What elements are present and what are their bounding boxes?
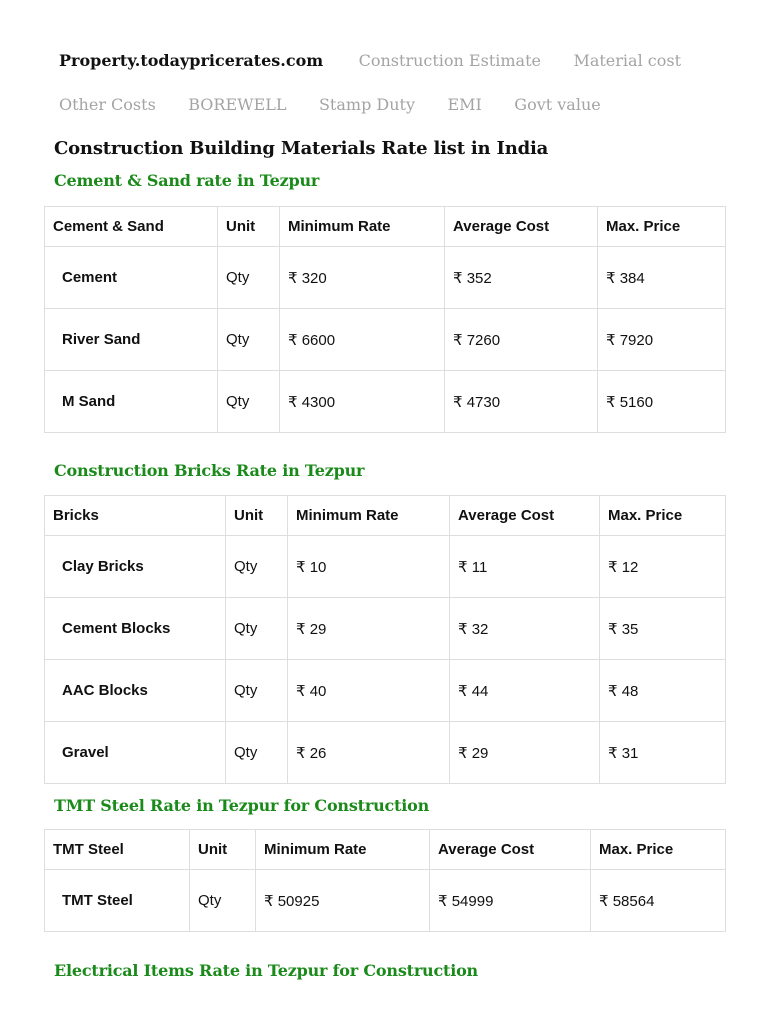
average-cost-cell: ₹ 7260 (445, 309, 598, 371)
minimum-rate-cell: ₹ 320 (280, 247, 445, 309)
unit-cell: Qty (218, 371, 280, 433)
max-price-cell: ₹ 7920 (598, 309, 726, 371)
cement-sand-rate-table (44, 206, 726, 433)
material-name: Cement (45, 247, 218, 309)
average-cost-cell: ₹ 44 (450, 660, 600, 722)
table-row (45, 247, 726, 309)
table-header-row (45, 496, 726, 536)
nav-link-borewell[interactable]: BOREWELL (188, 95, 287, 114)
table-row (45, 660, 726, 722)
table-row (45, 371, 726, 433)
section-heading-electrical-items: Electrical Items Rate in Tezpur for Construction (54, 961, 478, 980)
max-price-cell: ₹ 58564 (591, 870, 726, 932)
material-name: M Sand (45, 371, 218, 433)
column-header-average-cost: Average Cost (450, 496, 600, 536)
column-header-unit: Unit (226, 496, 288, 536)
max-price-cell: ₹ 31 (600, 722, 726, 784)
column-header-max-price: Max. Price (600, 496, 726, 536)
material-name: Cement Blocks (45, 598, 226, 660)
nav-link-emi[interactable]: EMI (447, 95, 482, 114)
nav-row-primary (59, 51, 709, 71)
material-name: Gravel (45, 722, 226, 784)
section-heading-bricks: Construction Bricks Rate in Tezpur (54, 461, 365, 480)
unit-cell: Qty (190, 870, 256, 932)
unit-cell: Qty (226, 722, 288, 784)
table-header-row (45, 207, 726, 247)
minimum-rate-cell: ₹ 4300 (280, 371, 445, 433)
table-row (45, 536, 726, 598)
unit-cell: Qty (226, 536, 288, 598)
material-name: Clay Bricks (45, 536, 226, 598)
column-header-material: TMT Steel (45, 830, 190, 870)
table-row (45, 870, 726, 932)
max-price-cell: ₹ 35 (600, 598, 726, 660)
column-header-minimum-rate: Minimum Rate (256, 830, 430, 870)
table-row (45, 309, 726, 371)
minimum-rate-cell: ₹ 26 (288, 722, 450, 784)
average-cost-cell: ₹ 11 (450, 536, 600, 598)
average-cost-cell: ₹ 352 (445, 247, 598, 309)
minimum-rate-cell: ₹ 10 (288, 536, 450, 598)
page-title: Construction Building Materials Rate list in India (54, 138, 549, 159)
table-header-row (45, 830, 726, 870)
column-header-unit: Unit (218, 207, 280, 247)
nav-link-stamp-duty[interactable]: Stamp Duty (318, 95, 415, 114)
minimum-rate-cell: ₹ 50925 (256, 870, 430, 932)
nav-link-other-costs[interactable]: Other Costs (59, 95, 156, 114)
tmt-steel-rate-table (44, 829, 726, 932)
section-heading-cement-sand: Cement & Sand rate in Tezpur (54, 171, 320, 190)
top-navigation (0, 0, 768, 130)
max-price-cell: ₹ 5160 (598, 371, 726, 433)
column-header-max-price: Max. Price (591, 830, 726, 870)
material-name: AAC Blocks (45, 660, 226, 722)
minimum-rate-cell: ₹ 40 (288, 660, 450, 722)
section-heading-tmt-steel: TMT Steel Rate in Tezpur for Construction (54, 796, 430, 815)
material-name: River Sand (45, 309, 218, 371)
nav-link-construction-estimate[interactable]: Construction Estimate (358, 51, 541, 70)
unit-cell: Qty (226, 598, 288, 660)
unit-cell: Qty (226, 660, 288, 722)
nav-link-govt-value[interactable]: Govt value (514, 95, 601, 114)
max-price-cell: ₹ 12 (600, 536, 726, 598)
max-price-cell: ₹ 48 (600, 660, 726, 722)
unit-cell: Qty (218, 309, 280, 371)
column-header-average-cost: Average Cost (430, 830, 591, 870)
column-header-max-price: Max. Price (598, 207, 726, 247)
column-header-material: Cement & Sand (45, 207, 218, 247)
max-price-cell: ₹ 384 (598, 247, 726, 309)
column-header-average-cost: Average Cost (445, 207, 598, 247)
average-cost-cell: ₹ 32 (450, 598, 600, 660)
column-header-material: Bricks (45, 496, 226, 536)
average-cost-cell: ₹ 54999 (430, 870, 591, 932)
material-name: TMT Steel (45, 870, 190, 932)
nav-row-secondary (59, 95, 629, 115)
minimum-rate-cell: ₹ 6600 (280, 309, 445, 371)
column-header-minimum-rate: Minimum Rate (280, 207, 445, 247)
average-cost-cell: ₹ 4730 (445, 371, 598, 433)
bricks-rate-table (44, 495, 726, 784)
unit-cell: Qty (218, 247, 280, 309)
column-header-unit: Unit (190, 830, 256, 870)
table-row (45, 722, 726, 784)
average-cost-cell: ₹ 29 (450, 722, 600, 784)
site-brand-link[interactable]: Property.todaypricerates.com (59, 51, 324, 70)
column-header-minimum-rate: Minimum Rate (288, 496, 450, 536)
minimum-rate-cell: ₹ 29 (288, 598, 450, 660)
nav-link-material-cost[interactable]: Material cost (573, 51, 681, 70)
table-row (45, 598, 726, 660)
